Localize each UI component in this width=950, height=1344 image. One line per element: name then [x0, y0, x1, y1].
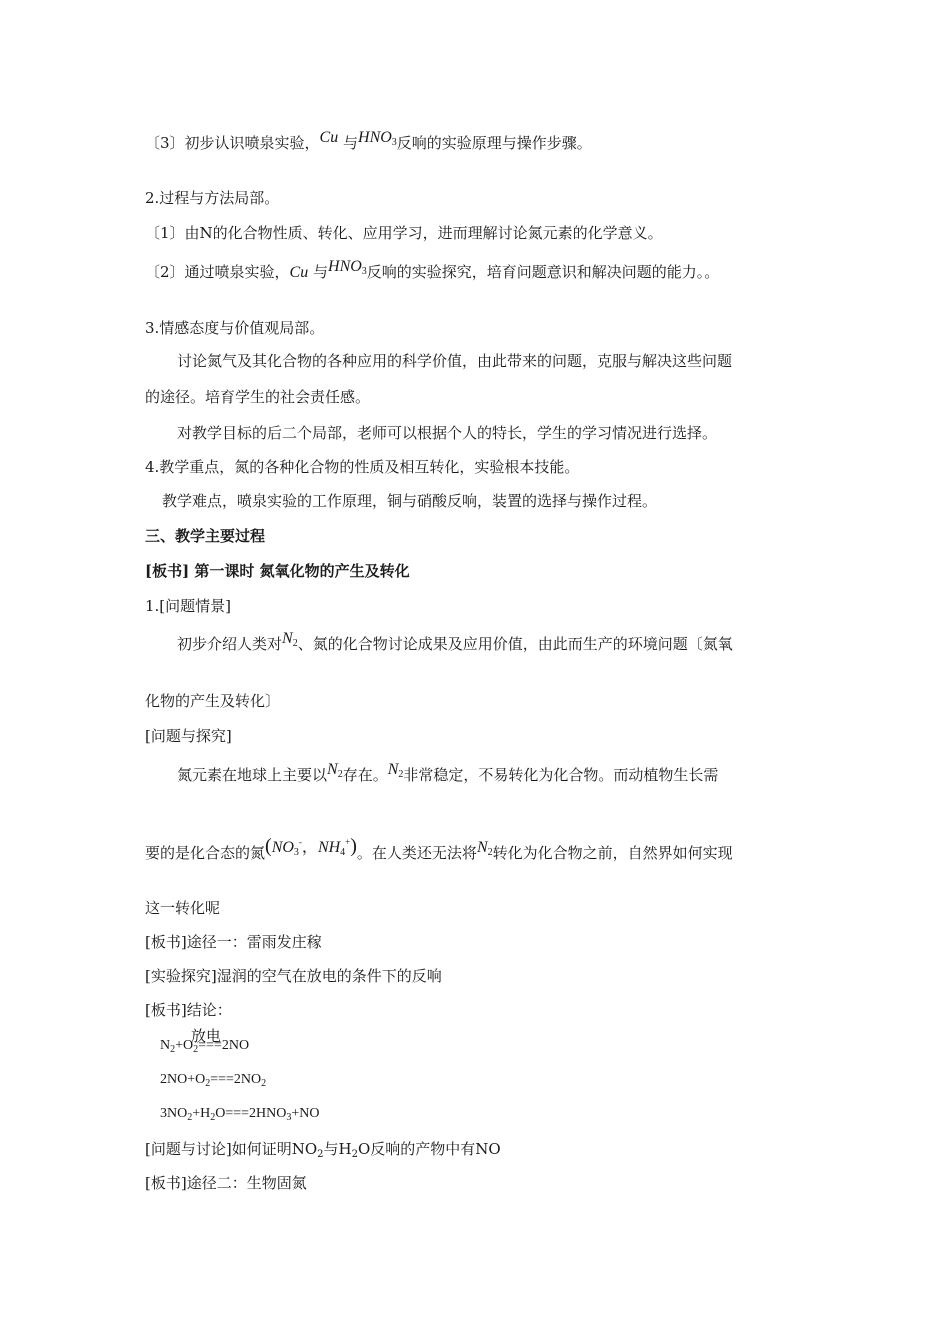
board-heading: [板书] 第一课时 氮氧化物的产生及转化	[145, 562, 410, 580]
formula-hno3: HNO3	[358, 129, 397, 148]
paragraph-line: 教学难点，喷泉实验的工作原理，铜与硝酸反响，装置的选择与操作过程。	[162, 492, 658, 510]
text: 与	[343, 134, 359, 152]
formula-n2: N2	[476, 839, 493, 858]
formula-n2: N2	[282, 630, 298, 649]
section-2-heading: 2.过程与方法局部。	[145, 189, 280, 207]
paragraph-line	[145, 835, 733, 866]
paragraph-line	[177, 761, 719, 788]
paragraph-line: [问题与探究]	[145, 727, 232, 745]
paragraph-line: 这一转化呢	[145, 899, 221, 917]
formula-cu: Cu	[319, 129, 339, 146]
reaction-condition-label: 放电	[191, 1027, 222, 1045]
board-line: [板书]途径一：雷雨发庄稼	[145, 933, 322, 951]
paragraph-line: 的途径。培育学生的社会责任感。	[145, 388, 371, 406]
section-heading: 三、教学主要过程	[145, 527, 266, 545]
section-4-heading: 4.教学重点，氮的各种化合物的性质及相互转化，实验根本技能。	[145, 458, 580, 476]
text: 〔3〕初步认识喷泉实验，	[145, 134, 320, 152]
formula-n2: N2	[327, 761, 343, 780]
formula-hno3: HNO3	[328, 258, 367, 277]
paragraph-line: 1.[问题情景]	[145, 597, 232, 615]
experiment-line: [实验探究]湿润的空气在放电的条件下的反响	[145, 967, 442, 985]
text: 存在。	[342, 766, 388, 784]
section-3-heading: 3.情感态度与价值观局部。	[145, 319, 325, 337]
paragraph-line: 化物的产生及转化〕	[145, 692, 281, 710]
text: 与	[313, 263, 329, 281]
formula-n2: N2	[387, 761, 404, 780]
text: 转化为化合物之前，自然界如何实现	[492, 844, 733, 862]
text: 反响的实验原理与操作步骤。	[396, 134, 592, 152]
equation-2: $2NO+O_2===2NO_2$	[160, 1072, 267, 1089]
paragraph-line	[177, 630, 733, 657]
text: 要的是化合态的氮	[145, 844, 266, 862]
process-item-1: 〔1〕由N的化合物性质、转化、应用学习，进而理解讨论氮元素的化学意义。	[145, 224, 663, 242]
paragraph-line: 对教学目标的后二个局部，老师可以根据个人的特长，学生的学习情况进行选择。	[177, 424, 718, 442]
equation-1: $N_2+O_2===2NO$	[160, 1038, 250, 1055]
text: 初步介绍人类对	[177, 635, 283, 653]
text: 。在人类还无法将	[356, 844, 477, 862]
text: 非常稳定，不易转化为化合物。而动植物生长需	[403, 766, 719, 784]
text: 、氮的化合物讨论成果及应用价值，由此而生产的环境问题〔氮氧	[297, 635, 733, 653]
board-line: [板书]途径二：生物固氮	[145, 1174, 307, 1192]
text: 氮元素在地球上主要以	[177, 766, 328, 784]
discussion-line: [问题与讨论]如何证明$NO_2$与$H_2O$反响的产物中有NO	[145, 1140, 501, 1160]
paragraph-line: 讨论氮气及其化合物的各种应用的科学价值，由此带来的问题，克服与解决这些问题	[177, 352, 733, 370]
objective-3-line	[145, 129, 592, 156]
text: 反响的实验探究，培育问题意识和解决问题的能力。。	[366, 263, 720, 281]
text: 〔2〕通过喷泉实验，	[145, 263, 290, 281]
board-line: [板书]结论：	[145, 1001, 232, 1019]
process-item-2	[145, 258, 720, 285]
equation-3: $3NO_2+H_2O===2HNO_3+NO$	[160, 1106, 320, 1123]
formula-cu: Cu	[289, 264, 309, 281]
formula-ions: (NO3-，NH4+)	[265, 835, 357, 858]
